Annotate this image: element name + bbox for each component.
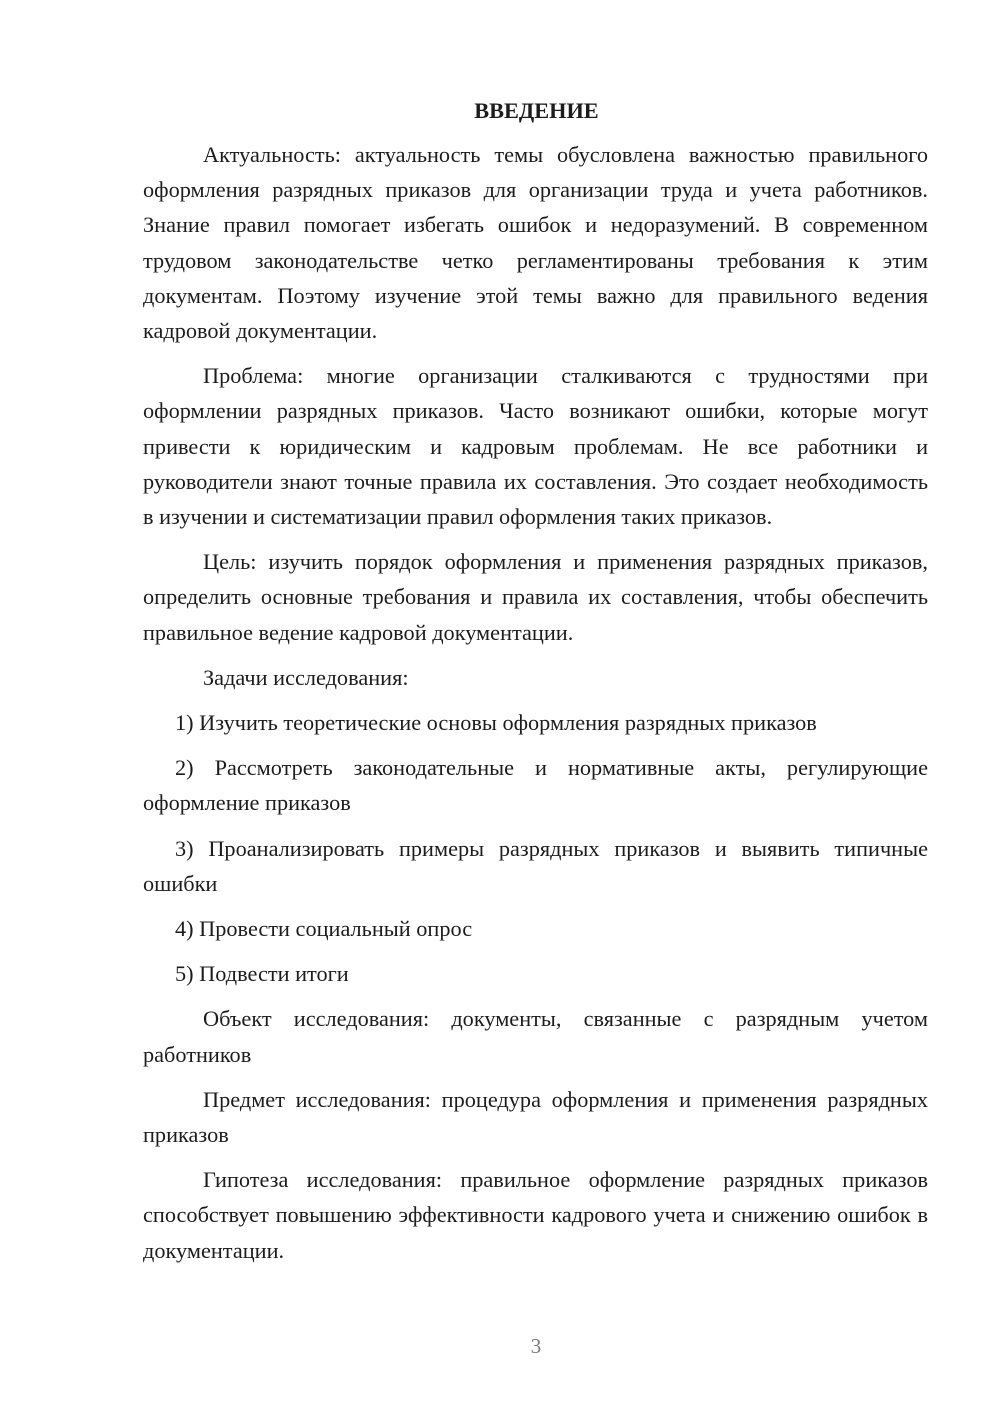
tasks-heading: Задачи исследования: (203, 664, 409, 690)
hypothesis-paragraph: Гипотеза исследования: правильное оформление разрядных приказов способствует повышению эффективности кадрового учета и снижению ошибок в документации. (143, 1167, 928, 1263)
list-item: 1) Изучить теоретические основы оформления разрядных приказов (175, 710, 817, 736)
list-item: 2) Рассмотреть законодательные и нормативные акты, регулирующие оформление приказов (143, 755, 928, 816)
list-item: 5) Подвести итоги (175, 961, 349, 987)
object-paragraph: Объект исследования: документы, связанные с разрядным учетом работников (143, 1006, 928, 1067)
section-title: ВВЕДЕНИЕ (474, 98, 599, 123)
relevance-paragraph: Актуальность: актуальность темы обусловлена важностью правильного оформления разрядных приказов для организации труда и учета работников. Знание правил помогает избегать ошибок и недоразумений. В современном трудовом законодательстве четко регламентированы требования к этим документам. Поэтому изучение этой темы важно для правильного ведения кадровой документации. (143, 142, 928, 344)
subject-paragraph: Предмет исследования: процедура оформления и применения разрядных приказов (143, 1086, 928, 1148)
list-item: 4) Провести социальный опрос (175, 916, 473, 942)
tasks-list (143, 705, 928, 991)
page-number: 3 (530, 1334, 542, 1358)
document-body (143, 96, 928, 1278)
goal-paragraph: Цель: изучить порядок оформления и применения разрядных приказов, определить основные требования и правила их составления, чтобы обеспечить правильное ведение кадровой документации. (143, 549, 928, 645)
list-item: 3) Проанализировать примеры разрядных приказов и выявить типичные ошибки (143, 835, 928, 896)
problem-paragraph: Проблема: многие организации сталкиваются с трудностями при оформлении разрядных приказов. Часто возникают ошибки, которые могут привести к юридическим и кадровым проблемам. Не все работники и руководители знают точные правила их составления. Это создает необходимость в изучении и систематизации правил оформления таких приказов. (143, 363, 928, 530)
